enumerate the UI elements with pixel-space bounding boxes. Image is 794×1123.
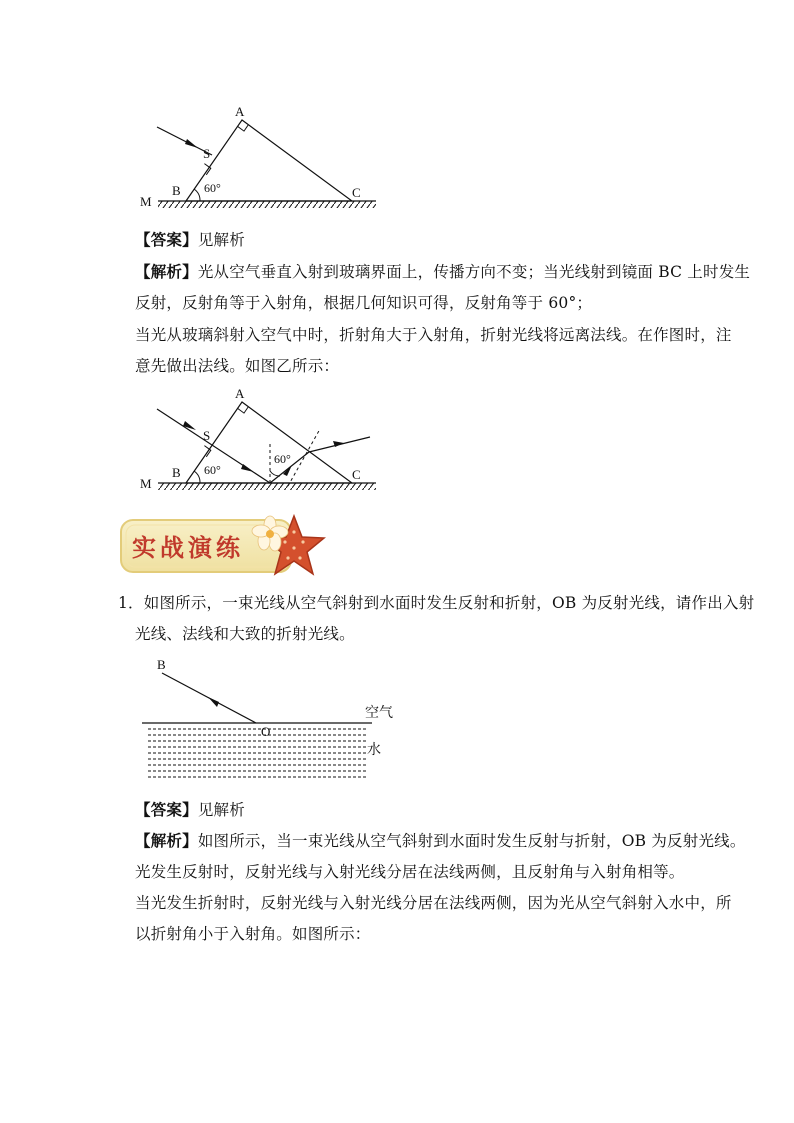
inner-ray-arrow [241,464,254,472]
point-label-s: S [203,428,211,443]
angle-label-b: 60° [204,463,221,477]
question-line-2: 光线、法线和大致的折射光线。 [135,625,355,643]
vertex-label-a: A [235,104,245,119]
answer2-line-1 [135,800,245,820]
answer-tag: 【答案】 [135,230,198,249]
answer2-tag: 【答案】 [135,800,198,819]
section-banner [118,512,330,578]
mirror-hatching [158,483,376,490]
angle-arc-b [194,471,200,483]
reflected-ray-arrow [208,697,219,707]
right-angle-mark-a [238,125,249,132]
right-angle-mark-a [238,407,249,414]
answer-text: 见解析 [197,231,245,249]
medium-label-air: 空气 [365,706,393,721]
question-line-1: 1．如图所示，一束光线从空气斜射到水面时发生反射和折射，OB 为反射光线，请作出入射 [118,594,755,612]
vertex-label-c: C [352,185,361,200]
answer-line-1 [135,230,245,250]
incident-ray-arrow [183,421,196,430]
analysis-text: 光从空气垂直入射到玻璃界面上，传播方向不变；当光线射到镜面 BC 上时发生 [197,263,751,281]
point-label-s: S [203,146,211,161]
answer2-text: 见解析 [197,801,245,819]
analysis2-line-4: 以折射角小于入射角。如图所示： [135,925,371,943]
normal-line-bc [288,429,320,486]
analysis-line-4: 意先做出法线。如图乙所示： [135,357,340,375]
triangle-diagram-1 [130,100,390,212]
analysis2-tag: 【解析】 [135,831,198,850]
banner-title: 实战演练 [132,533,244,562]
water-diagram [140,655,410,787]
medium-label-water: 水 [367,743,381,758]
analysis-line-2: 反射，反射角等于入射角，根据几何知识可得，反射角等于 60°； [135,294,593,312]
analysis2-line-2: 光发生反射时，反射光线与入射光线分居在法线两侧，且反射角与入射角相等。 [135,863,685,881]
reflected-ray-arrow [283,465,292,476]
point-label-b: B [157,657,166,672]
angle-arc-reflection [270,471,280,476]
triangle-diagram-2 [130,384,390,496]
incident-ray-arrow [185,139,198,148]
analysis-line-1 [135,262,750,282]
angle-arc-b [194,189,200,201]
analysis-tag: 【解析】 [135,262,198,281]
analysis2-line-3: 当光发生折射时，反射光线与入射光线分居在法线两侧，因为光从空气斜射入水中，所 [135,894,732,912]
analysis2-text: 如图所示，当一束光线从空气斜射到水面时发生反射与折射，OB 为反射光线。 [197,832,746,850]
point-label-o: O [261,724,271,739]
angle-label-reflection: 60° [274,452,291,466]
angle-label-60: 60° [204,181,221,195]
vertex-label-b: B [172,183,181,198]
mirror-label-m: M [140,194,152,209]
vertex-label-c: C [352,467,361,482]
mirror-hatching [158,201,376,208]
mirror-label-m: M [140,476,152,491]
vertex-label-a: A [235,386,245,401]
analysis2-line-1 [135,831,746,851]
vertex-label-b: B [172,465,181,480]
analysis-line-3: 当光从玻璃斜射入空气中时，折射角大于入射角，折射光线将远离法线。在作图时，注 [135,326,732,344]
water-area [148,729,366,777]
